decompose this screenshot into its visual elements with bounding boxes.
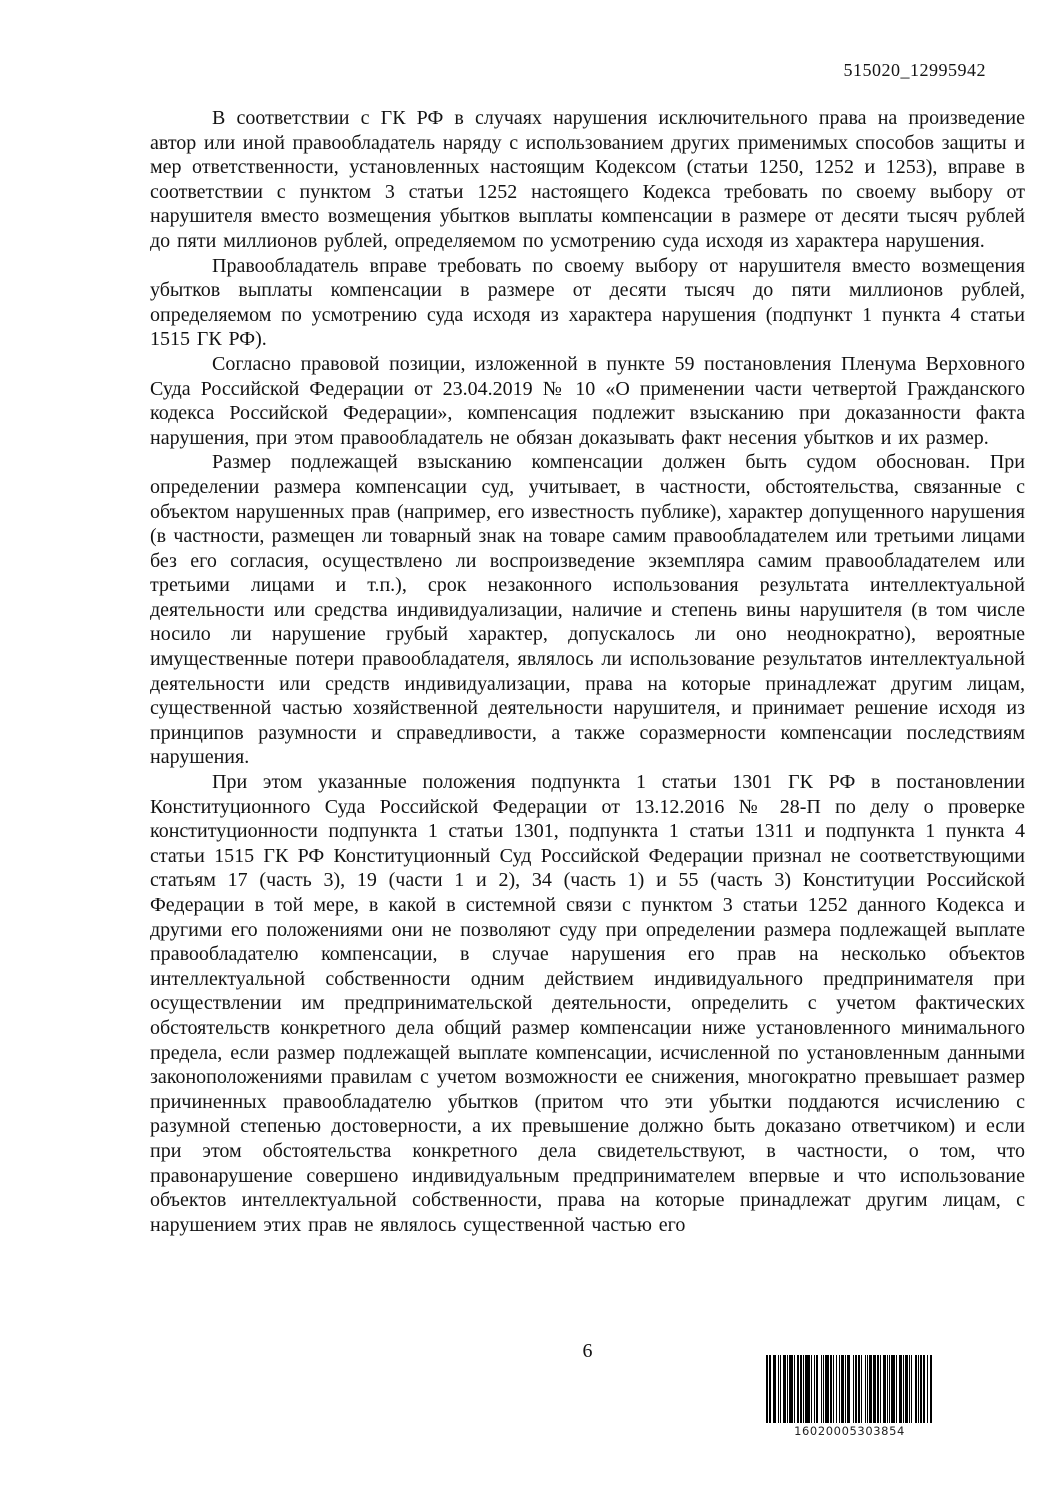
- barcode: [766, 1355, 933, 1438]
- document-body: [150, 106, 1025, 1237]
- paragraph-5: При этом указанные положения подпункта 1 статьи 1301 ГК РФ в постановлении Конституционного Суда Российской Федерации от 13.12.2016 № 28-П по делу о проверке конституционности подпункта 1 статьи 1301, подпункта 1 статьи 1311 и подпункта 1 пункта 4 статьи 1515 ГК РФ Конституционный Суд Российской Федерации признал не соответствующими статьям 17 (часть 3), 19 (части 1 и 2), 34 (часть 1) и 55 (часть 3) Конституции Российской Федерации в той мере, в какой в системной связи с пунктом 3 статьи 1252 данного Кодекса и другими его положениями они не позволяют суду при определении размера подлежащей выплате правообладателю компенсации, в случае нарушения его прав на несколько объектов интеллектуальной собственности одним действием индивидуального предпринимателя при осуществлении им предпринимательской деятельности, определить с учетом фактических обстоятельств конкретного дела общий размер компенсации ниже установленного минимального предела, если размер подлежащей выплате компенсации, исчисленной по установленным данными законоположениями правилам с учетом возможности ее снижения, многократно превышает размер причиненных правообладателю убытков (притом что эти убытки поддаются исчислению с разумной степенью достоверности, а их превышение должно быть доказано ответчиком) и если при этом обстоятельства конкретного дела свидетельствуют, в частности, о том, что правонарушение совершено индивидуальным предпринимателем впервые и что использование объектов интеллектуальной собственности, права на которые принадлежат другим лицам, с нарушением этих прав не являлось существенной частью его: [150, 771, 1025, 1236]
- barcode-number: 16020005303854: [794, 1424, 905, 1438]
- paragraph-2: Правообладатель вправе требовать по своему выбору от нарушителя вместо возмещения убытков выплаты компенсации в размере от десяти тысяч до пяти миллионов рублей, определяемом по усмотрению суда исходя из характера нарушения (подпункт 1 пункта 4 статьи 1515 ГК РФ).: [150, 254, 1025, 351]
- document-id: 515020_12995942: [843, 60, 986, 80]
- paragraph-1: В соответствии с ГК РФ в случаях нарушения исключительного права на произведение автор или иной правообладатель наряду с использованием других применимых способов защиты и мер ответственности, установленных настоящим Кодексом (статьи 1250, 1252 и 1253), вправе в соответствии с пунктом 3 статьи 1252 настоящего Кодекса требовать по своему выбору от нарушителя вместо возмещения убытков выплаты компенсации в размере от десяти тысяч рублей до пяти миллионов рублей, определяемом по усмотрению суда исходя из характера нарушения.: [150, 107, 1025, 252]
- page-number: 6: [582, 1340, 593, 1362]
- paragraph-3: Согласно правовой позиции, изложенной в пункте 59 постановления Пленума Верховного Суда Российской Федерации от 23.04.2019 № 10 «О применении части четвертой Гражданского кодекса Российской Федерации», компенсация подлежит взысканию при доказанности факта нарушения, при этом правообладатель не обязан доказывать факт несения убытков и их размер.: [150, 352, 1025, 449]
- barcode-bars-icon: [766, 1355, 933, 1423]
- paragraph-4: Размер подлежащей взысканию компенсации должен быть судом обоснован. При определении размера компенсации суд, учитывает, в частности, обстоятельства, связанные с объектом нарушенных прав (например, его известность публике), характер допущенного нарушения (в частности, размещен ли товарный знак на товаре самим правообладателем или третьими лицами без его согласия, осуществлено ли воспроизведение экземпляра самим правообладателем или третьими лицами и т.п.), срок незаконного использования результата интеллектуальной деятельности или средства индивидуализации, наличие и степень вины нарушителя (в том числе носило ли нарушение грубый характер, допускалось ли оно неоднократно), вероятные имущественные потери правообладателя, являлось ли использование результатов интеллектуальной деятельности или средств индивидуализации, права на которые принадлежат другим лицам, существенной частью хозяйственной деятельности нарушителя, и принимает решение исходя из принципов разумности и справедливости, а также соразмерности компенсации последствиям нарушения.: [150, 451, 1025, 769]
